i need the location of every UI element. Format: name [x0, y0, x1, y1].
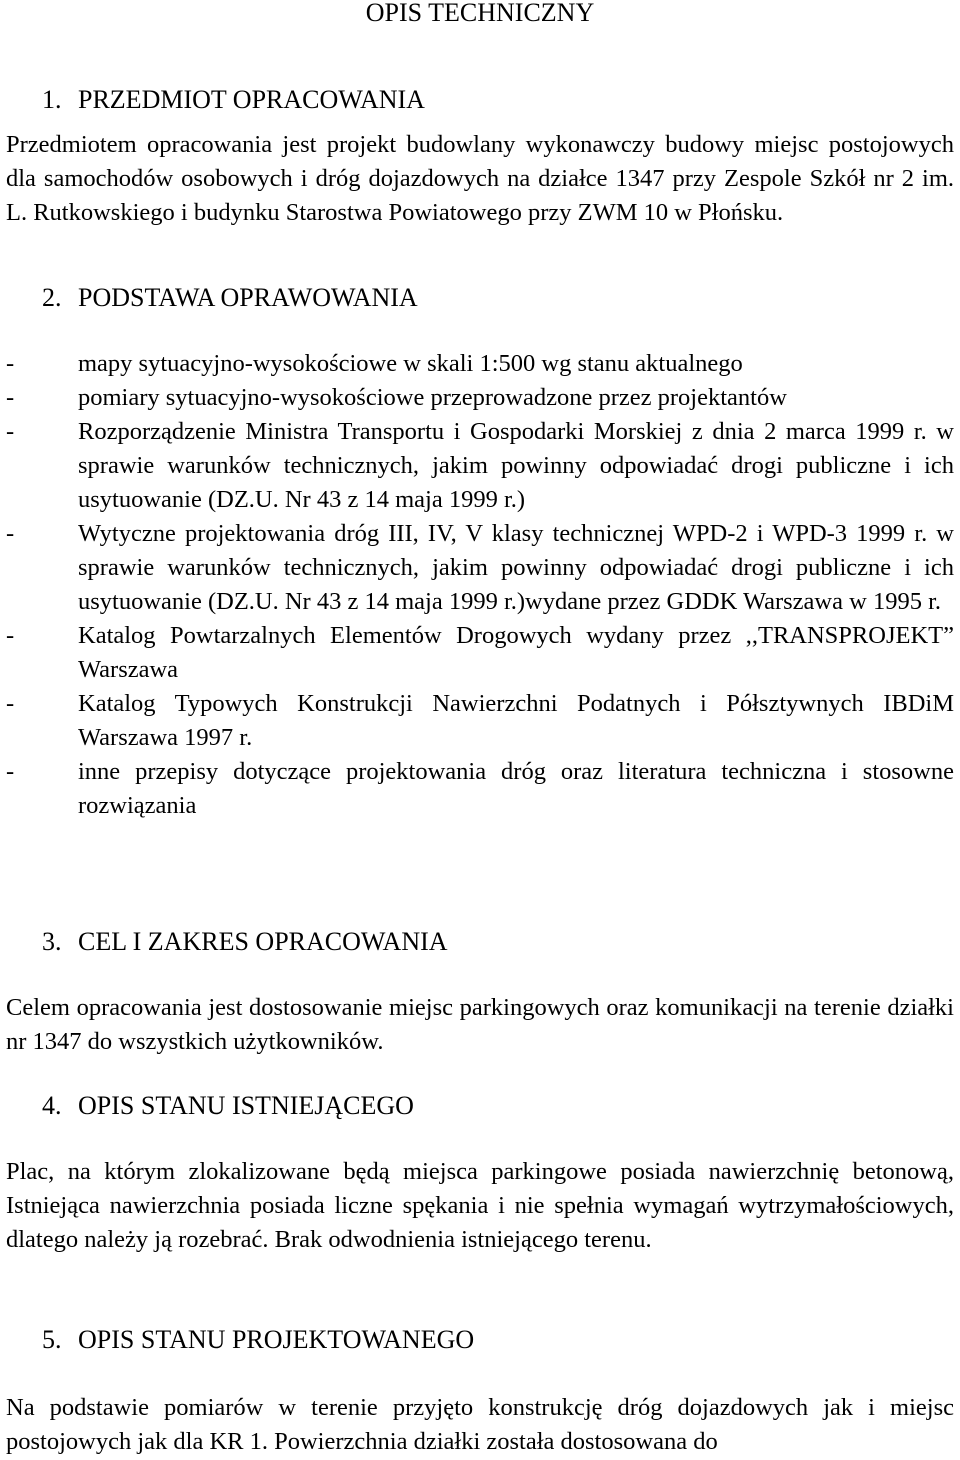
section-1-title: PRZEDMIOT OPRACOWANIA [78, 85, 425, 114]
section-5-number: 5. [42, 1325, 62, 1354]
list-bullet: - [6, 418, 15, 445]
section-5-text: Na podstawie pomiarów w terenie przyjęto konstrukcję dróg dojazdowych jak i miejsc postojowych jak dla KR 1. Powierzchnia działki została dostosowana do [6, 1394, 954, 1455]
section-3-title: CEL I ZAKRES OPRACOWANIA [78, 927, 448, 956]
section-1-heading [42, 82, 425, 118]
section-4-text: Plac, na którym zlokalizowane będą miejsca parkingowe posiada nawierzchnię betonową, Istniejąca nawierzchnia posiada liczne spękania i nie spełnia wymagań wytrzymałościowych, dlatego należy ją rozebrać. Brak odwodnienia istniejącego terenu. [6, 1158, 954, 1253]
list-item-text: mapy sytuacyjno-wysokościowe w skali 1:500 wg stanu aktualnego [78, 350, 743, 377]
section-4-title: OPIS STANU ISTNIEJĄCEGO [78, 1091, 414, 1120]
section-5-title: OPIS STANU PROJEKTOWANEGO [78, 1325, 475, 1354]
list-item [6, 687, 954, 755]
section-3-number: 3. [42, 927, 62, 956]
document-title: OPIS TECHNICZNY [365, 0, 595, 27]
list-item-text: inne przepisy dotyczące projektowania dróg oraz literatura techniczna i stosowne rozwiązania [78, 758, 954, 819]
list-item [6, 415, 954, 517]
section-4-number: 4. [42, 1091, 62, 1120]
section-2-number: 2. [42, 283, 62, 312]
list-bullet: - [6, 758, 15, 785]
list-item-text: Rozporządzenie Ministra Transportu i Gospodarki Morskiej z dnia 2 marca 1999 r. w sprawie warunków technicznych, jakim powinny odpowiadać drogi publiczne i ich usytuowanie (DZ.U. Nr 43 z 14 maja 1999 r.) [78, 418, 954, 513]
section-5-heading [42, 1322, 474, 1358]
list-item-text: pomiary sytuacyjno-wysokościowe przeprowadzone przez projektantów [78, 384, 787, 411]
list-bullet: - [6, 384, 15, 411]
list-bullet: - [6, 622, 15, 649]
section-4-heading [42, 1088, 414, 1124]
section-3-text: Celem opracowania jest dostosowanie miejsc parkingowych oraz komunikacji na terenie działki nr 1347 do wszystkich użytkowników. [6, 994, 954, 1055]
list-bullet: - [6, 350, 15, 377]
section-2-title: PODSTAWA OPRAWOWANIA [78, 283, 418, 312]
list-item-text: Katalog Powtarzalnych Elementów Drogowych wydany przez ,,TRANSPROJEKT” Warszawa [78, 622, 954, 683]
basis-list [6, 347, 954, 823]
list-item [6, 347, 954, 381]
list-item-text: Katalog Typowych Konstrukcji Nawierzchni Podatnych i Półsztywnych IBDiM Warszawa 1997 r. [78, 690, 954, 751]
list-item [6, 619, 954, 687]
list-item [6, 381, 954, 415]
list-bullet: - [6, 690, 15, 717]
list-item [6, 755, 954, 823]
section-1-text: Przedmiotem opracowania jest projekt budowlany wykonawczy budowy miejsc postojowych dla samochodów osobowych i dróg dojazdowych na działce 1347 przy Zespole Szkół nr 2 im. L. Rutkowskiego i budynku Starostwa Powiatowego przy ZWM 10 w Płońsku. [6, 131, 954, 226]
section-3-heading [42, 924, 448, 960]
list-bullet: - [6, 520, 15, 547]
list-item-text: Wytyczne projektowania dróg III, IV, V klasy technicznej WPD-2 i WPD-3 1999 r. w sprawie warunków technicznych, jakim powinny odpowiadać drogi publiczne i ich usytuowanie (DZ.U. Nr 43 z 14 maja 1999 r.)wydane przez GDDK Warszawa w 1995 r. [78, 520, 954, 615]
section-1-number: 1. [42, 85, 62, 114]
section-2-heading [42, 280, 418, 316]
list-item [6, 517, 954, 619]
